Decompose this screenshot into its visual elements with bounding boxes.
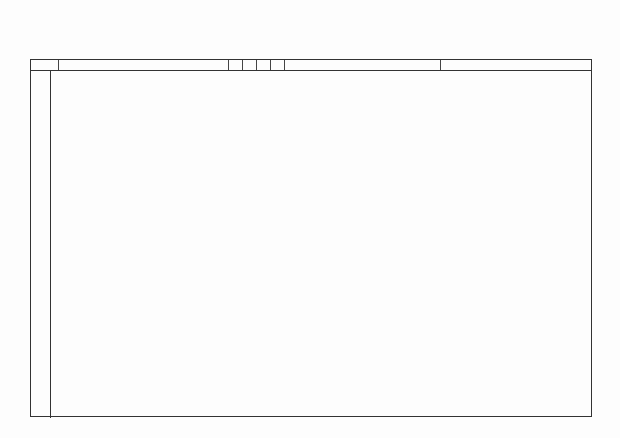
category-proper-support (31, 154, 51, 274)
header-check-item (59, 60, 229, 70)
header-yes (229, 60, 243, 70)
header-neither (243, 60, 257, 70)
header-index (31, 60, 59, 70)
category-parent-explanation (31, 274, 51, 418)
header-no (257, 60, 271, 70)
header-response (441, 60, 593, 70)
table-header (31, 60, 591, 71)
category-environment (31, 70, 51, 154)
header-opinion (285, 60, 441, 70)
header-unknown (271, 60, 285, 70)
evaluation-table (30, 59, 592, 417)
